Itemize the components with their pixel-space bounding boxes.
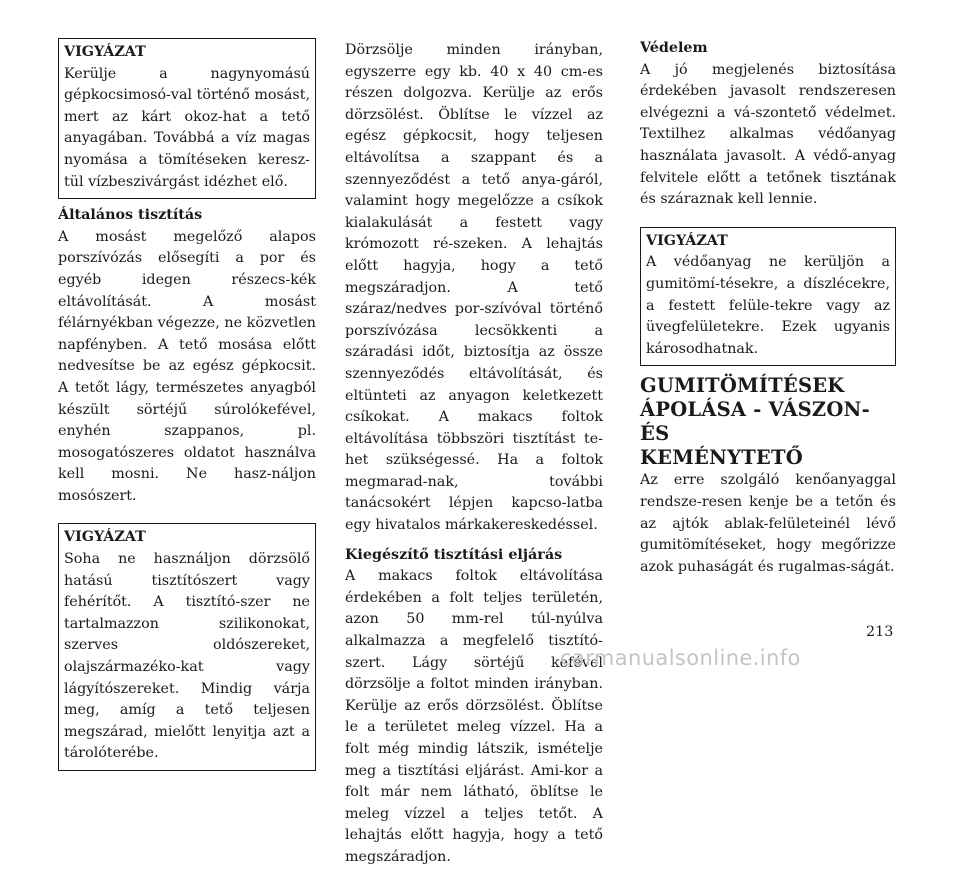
warning-box-abrasive <box>58 523 316 771</box>
warning-title: VIGYÁZAT <box>646 232 728 249</box>
warning-text: Kerülje a nagynyomású gépkocsimosó-val történő mosást, mert az kárt okoz-hat a tető anyagában. Továbbá a víz magas nyomása a tömítéseken keresz-tül vízbeszivárgást idézhet elő. <box>64 65 311 190</box>
extra-cleaning-text: A makacs foltok eltávolítása érdekében a folt teljes területén, azon 50 mm-rel túl-nyúlva alkalmazza a megfelelő tisztító-szert. Lágy sörtéjű kefével dörzsölje a foltot minden irányban. Kerülje az erős dörzsölést. Öblítse le a területet meleg vízzel. Ha a folt még mindig látszik, ismételje meg a tisztítási eljárást. Ami-kor a folt már nem látható, öblítse le meleg vízzel a teljes tetőt. A lehajtás előtt hagyja, hogy a tető megszáradjon. <box>345 568 603 865</box>
right-column <box>640 38 896 578</box>
section-title-line: ÁPOLÁSA - VÁSZON- ÉS <box>640 398 870 446</box>
seal-care-text: Az erre szolgáló kenőanyaggal rendsze-resen kenje be a tetőn és az ajtók ablak-felületeinél lévő gumitömítéseket, hogy megőrizze azok puhaságát és rugalmas-ságát. <box>640 472 896 575</box>
page-number: 213 <box>866 624 894 640</box>
protection-text: A jó megjelenés biztosítása érdekében javasolt rendszeresen elvégezni a vá-szontető védelmet. Textilhez alkalmas védőanyag használata javasolt. A védő-anyag felvitele előtt a tetőnek tisztának és száraznak kell lennie. <box>640 61 896 208</box>
general-cleaning-text: A mosást megelőző alapos porszívózás elősegíti a por és egyéb idegen részecs-kék eltávolítását. A mosást félárnyékban végezze, ne közvetlen napfényben. A tető mosása előtt nedvesítse be az egész gépkocsit. A tetőt lágy, természetes anyagból készült sörtéjű súrolókefével, enyhén szappanos, pl. mosogatószeres oldatot használva kell mosni. Ne hasz-náljon mosószert. <box>58 228 316 504</box>
scrubbing-text: Dörzsölje minden irányban, egyszerre egy kb. 40 x 40 cm-es részen dolgozva. Kerülje az erős dörzsölést. Öblítse le vízzel az egész gépkocsit, hogy teljesen eltávolítsa a szappant és a szennyeződést a tető anya-gáról, valamint hogy megelőzze a csíkok kialakulását a festett vagy krómozott ré-szeken. A lehajtás előtt hagyja, hogy a tető megszáradjon. A tető száraz/nedves por-szívóval történő porszívózása lecsökkenti a száradási időt, biztosítja az össze szennyeződés eltávolítását, és eltünteti az anyagon keletkezett csíkokat. A makacs foltok eltávolítása többszöri tisztítást te-het szükségessé. Ha a foltok megmarad-nak, további tanácsokért lépjen kapcso-latba egy hivatalos márkakereskedéssel. <box>345 42 603 534</box>
section-title-line: KEMÉNYTETŐ <box>640 446 803 470</box>
warning-text: A védőanyag ne kerüljön a gumitömí-tésekre, a díszlécekre, a festett felüle-tekre vagy az üvegfelületekre. Ezek ugyanis károsodhatnak. <box>646 254 890 357</box>
watermark: carmanualsonline.info <box>560 646 801 670</box>
protection-heading: Védelem <box>640 40 708 56</box>
section-title-line: GUMITÖMÍTÉSEK <box>640 374 845 398</box>
warning-box-pressure-wash <box>58 38 316 199</box>
warning-box-protectant <box>640 227 896 367</box>
extra-cleaning-heading: Kiegészítő tisztítási eljárás <box>345 546 563 563</box>
general-cleaning-heading: Általános tisztítás <box>58 207 203 224</box>
middle-column <box>345 40 603 869</box>
section-title <box>640 374 896 470</box>
left-column <box>58 38 316 771</box>
warning-title: VIGYÁZAT <box>64 529 146 546</box>
warning-text: Soha ne használjon dörzsölő hatású tisztítószert vagy fehérítőt. A tisztító-szer ne tartalmazzon szilikonokat, szerves oldószereket, olajszármazéko-kat vagy lágyítószereket. Mindig várja meg, amíg a tető teljesen megszárad, mielőtt lenyitja azt a tárolóterébe. <box>64 551 310 762</box>
warning-title: VIGYÁZAT <box>64 44 146 60</box>
